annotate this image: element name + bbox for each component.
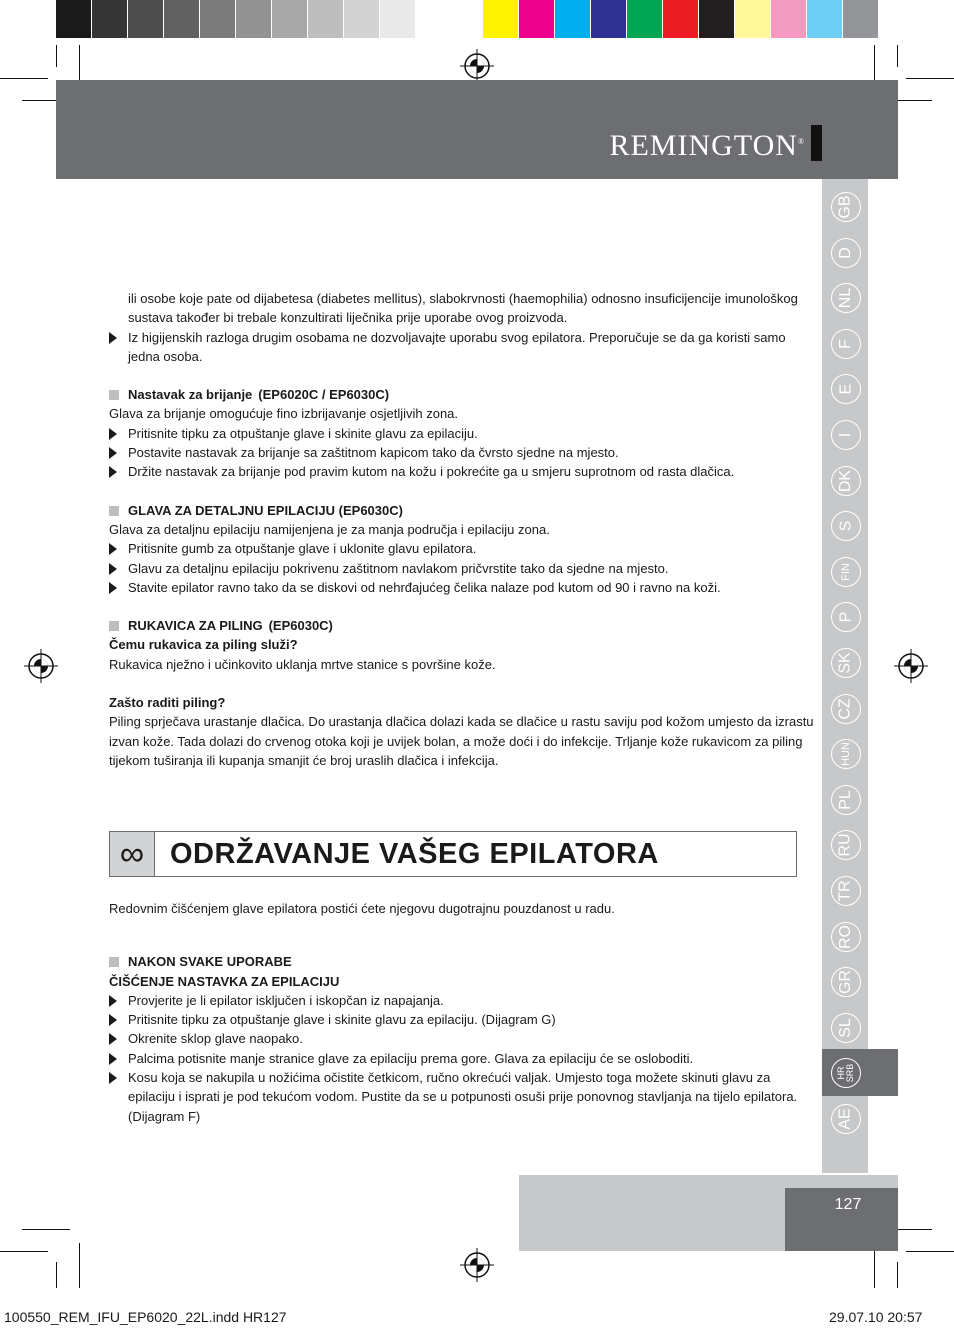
list-item: Pritisnite tipku za otpuštanje glave i skinite glavu za epilaciju. (Dijagram G) xyxy=(109,1010,819,1029)
bullet-arrow-icon xyxy=(109,332,117,344)
intro-paragraph: ili osobe koje pate od dijabetesa (diabetes mellitus), slabokrvnosti (haemophilia) odnosno insuficijencije imunološkog sustava također bi trebale konzultirati liječnika prije uporabe ovog proizvoda. xyxy=(128,291,798,326)
bullet-arrow-icon xyxy=(109,1053,117,1065)
list-item: Pritisnite tipku za otpuštanje glave i skinite glavu za epilaciju. xyxy=(109,424,819,443)
crop-mark xyxy=(906,78,954,79)
color-swatch xyxy=(699,0,735,38)
language-tab-cz[interactable]: CZ xyxy=(831,694,861,724)
bullet-arrow-icon xyxy=(109,1072,117,1084)
bullet-arrow-icon xyxy=(109,466,117,478)
list-item: Okrenite sklop glave naopako. xyxy=(109,1029,819,1048)
list-item: Pritisnite gumb za otpuštanje glave i uklonite glavu epilatora. xyxy=(109,539,819,558)
crop-mark xyxy=(897,45,898,67)
crop-mark xyxy=(56,45,57,67)
crop-mark xyxy=(906,1251,954,1252)
print-slug-file: 100550_REM_IFU_EP6020_22L.indd HR127 xyxy=(4,1309,287,1325)
main-content xyxy=(109,289,819,770)
color-swatch xyxy=(735,0,771,38)
registration-mark-icon xyxy=(894,649,928,683)
list-item: Glavu za detaljnu epilaciju pokrivenu zaštitnom navlakom pričvrstite tako da sjedne na mjesto. xyxy=(109,559,819,578)
square-bullet-icon xyxy=(109,957,119,967)
crop-mark xyxy=(0,1251,48,1252)
language-tab-fin[interactable]: FIN xyxy=(831,557,861,587)
color-swatch xyxy=(56,0,92,38)
grayscale-bar xyxy=(56,0,452,38)
crop-mark xyxy=(22,1229,70,1230)
list-item: Postavite nastavak za brijanje sa zaštitnom kapicom tako da čvrsto sjedne na mjesto. xyxy=(109,443,819,462)
language-tab-e[interactable]: E xyxy=(831,374,861,404)
color-swatch xyxy=(416,0,452,38)
language-tab-hr-srb[interactable]: HR SRB xyxy=(831,1058,861,1088)
color-swatch xyxy=(128,0,164,38)
color-swatch xyxy=(164,0,200,38)
subheading: Čemu rukavica za piling služi? xyxy=(109,637,298,653)
color-bar xyxy=(483,0,879,38)
language-tab-ae[interactable]: AE xyxy=(831,1104,861,1134)
language-tab-ro[interactable]: RO xyxy=(831,922,861,952)
language-tab-sl[interactable]: SL xyxy=(831,1013,861,1043)
logo-bar xyxy=(811,125,822,161)
section-description: Glava za brijanje omogućuje fino izbrijavanje osjetljivih zona. xyxy=(109,406,459,422)
color-swatch xyxy=(92,0,128,38)
crop-mark xyxy=(56,1262,57,1288)
square-bullet-icon xyxy=(109,621,119,631)
color-swatch xyxy=(483,0,519,38)
subheading: ČIŠĆENJE NASTAVKA ZA EPILACIJU xyxy=(109,973,340,989)
language-tab-hun[interactable]: HUN xyxy=(831,739,861,769)
registration-mark-icon xyxy=(24,649,58,683)
page-number: 127 xyxy=(834,1196,862,1213)
language-tab-gb[interactable]: GB xyxy=(831,192,861,222)
section-heading: Nastavak za brijanje (EP6020C / EP6030C) xyxy=(109,385,819,404)
bullet-arrow-icon xyxy=(109,1033,117,1045)
language-tab-pl[interactable]: PL xyxy=(831,785,861,815)
color-swatch xyxy=(663,0,699,38)
language-tab-dk[interactable]: DK xyxy=(831,466,861,496)
registration-mark-icon xyxy=(460,1248,494,1282)
bullet-arrow-icon xyxy=(109,543,117,555)
bullet-arrow-icon xyxy=(109,995,117,1007)
section-heading: RUKAVICA ZA PILING (EP6030C) xyxy=(109,616,819,635)
color-swatch xyxy=(591,0,627,38)
bullet-arrow-icon xyxy=(109,1014,117,1026)
paragraph: Redovnim čišćenjem glave epilatora postići ćete njegovu dugotrajnu pouzdanost u radu. xyxy=(109,901,615,916)
color-swatch xyxy=(843,0,879,38)
language-tab-p[interactable]: P xyxy=(831,602,861,632)
crop-mark xyxy=(0,78,48,79)
bullet-arrow-icon xyxy=(109,582,117,594)
infinity-icon: ∞ xyxy=(110,832,155,876)
bullet-arrow-icon xyxy=(109,447,117,459)
bullet-arrow-icon xyxy=(109,428,117,440)
language-tab-sk[interactable]: SK xyxy=(831,648,861,678)
color-swatch xyxy=(272,0,308,38)
list-item: Palcima potisnite manje stranice glave za epilaciju prema gore. Glava za epilaciju će se osloboditi. xyxy=(109,1049,819,1068)
color-swatch xyxy=(555,0,591,38)
color-swatch xyxy=(344,0,380,38)
list-item: Stavite epilator ravno tako da se diskovi od nehrđajućeg čelika nalaze pod kutom od 90 i ravno na koži. xyxy=(109,578,819,597)
crop-mark xyxy=(897,1262,898,1288)
color-swatch xyxy=(236,0,272,38)
chapter-title-box xyxy=(109,831,797,877)
bullet-arrow-icon xyxy=(109,563,117,575)
square-bullet-icon xyxy=(109,506,119,516)
section-heading: GLAVA ZA DETALJNU EPILACIJU (EP6030C) xyxy=(109,501,819,520)
color-swatch xyxy=(308,0,344,38)
list-item: Kosu koja se nakupila u nožićima očistite četkicom, ručno okrećući valjak. Umjesto toga možete skinuti glavu za epilaciju i isprati je pod tekućom vodom. Pustite da se u potpunosti osuši prije ponovnog stavljanja na tijelo epilatora. (Dijagram F) xyxy=(109,1068,819,1126)
list-item: Držite nastavak za brijanje pod pravim kutom na kožu i pokrećite ga u smjeru suprotnom od rasta dlačica. xyxy=(109,462,819,481)
subheading: Zašto raditi piling? xyxy=(109,695,226,711)
maintenance-content xyxy=(109,899,819,1126)
language-tab-tr[interactable]: TR xyxy=(831,876,861,906)
paragraph: Piling sprječava urastanje dlačica. Do urastanja dlačica dolazi kada se dlačice u rastu saviju pod kožom umjesto da izrastu izvan kože. Tada dolazi do crvenog otoka koji je uvijek bolan, a može doći i do infekcije. Trljanje kože rukavicom za piling tijekom tuširanja ili kupanja smanjit će broj uraslih dlačica i infekcija. xyxy=(109,714,814,768)
color-swatch xyxy=(200,0,236,38)
section-description: Glava za detaljnu epilaciju namijenjena je za manja područja i epilaciju zona. xyxy=(109,521,550,537)
list-item: Provjerite je li epilator isključen i iskopčan iz napajanja. xyxy=(109,991,819,1010)
language-tab-s[interactable]: S xyxy=(831,511,861,541)
header-band xyxy=(56,80,898,179)
paragraph: Rukavica nježno i učinkovito uklanja mrtve stanice s površine kože. xyxy=(109,656,496,672)
registration-mark-icon xyxy=(460,49,494,83)
color-swatch xyxy=(380,0,416,38)
language-tab-nl[interactable]: NL xyxy=(831,283,861,313)
language-tab-d[interactable]: D xyxy=(831,238,861,268)
list-item: Iz higijenskih razloga drugim osobama ne dozvoljavajte uporabu svog epilatora. Preporučuje se da ga koristi samo jedna osoba. xyxy=(109,328,819,367)
language-tab-gr[interactable]: GR xyxy=(831,967,861,997)
color-swatch xyxy=(807,0,843,38)
language-tab-f[interactable]: F xyxy=(831,329,861,359)
color-swatch xyxy=(771,0,807,38)
language-tab-ru[interactable]: RU xyxy=(831,830,861,860)
color-swatch xyxy=(519,0,555,38)
print-slug-date: 29.07.10 20:57 xyxy=(829,1309,923,1325)
chapter-title: ODRŽAVANJE VAŠEG EPILATORA xyxy=(170,838,659,870)
crop-mark xyxy=(79,1243,80,1288)
color-swatch xyxy=(627,0,663,38)
language-tab-i[interactable]: I xyxy=(831,420,861,450)
square-bullet-icon xyxy=(109,390,119,400)
section-heading: NAKON SVAKE UPORABE xyxy=(109,952,819,971)
brand-logo: REMINGTON® xyxy=(609,129,805,162)
